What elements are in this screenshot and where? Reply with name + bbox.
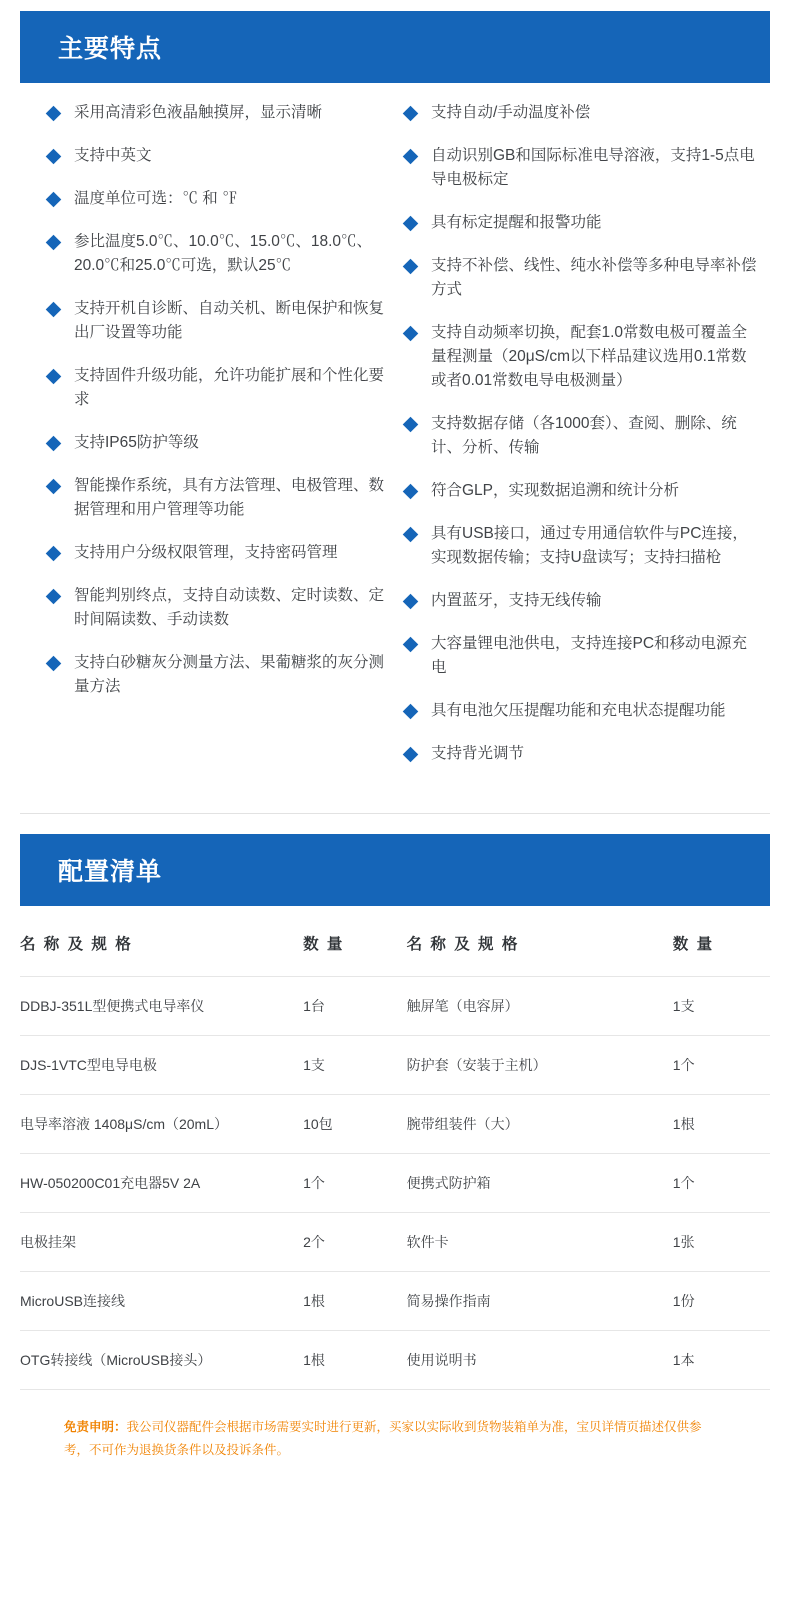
cell-name-1: DJS-1VTC型电导电极 [20,1036,303,1095]
config-table [20,906,770,1390]
diamond-bullet-icon [46,589,62,605]
config-section-title: 配置清单 [20,834,770,906]
feature-text: 支持开机自诊断、自动关机、断电保护和恢复出厂设置等功能 [74,300,385,342]
diamond-bullet-icon [46,479,62,495]
diamond-bullet-icon [46,149,62,165]
feature-text: 具有电池欠压提醒功能和充电状态提醒功能 [431,702,726,720]
cell-name-2: 便携式防护箱 [407,1154,673,1213]
cell-qty-2: 1张 [673,1213,770,1272]
cell-qty-1: 2个 [303,1213,407,1272]
section-gap [0,814,790,834]
cell-qty-1: 10包 [303,1095,407,1154]
bottom-spacer [0,1463,790,1497]
feature-text: 支持IP65防护等级 [74,434,199,452]
cell-qty-2: 1根 [673,1095,770,1154]
diamond-bullet-icon [403,747,419,763]
feature-text: 支持背光调节 [431,745,525,763]
feature-text: 支持用户分级权限管理，支持密码管理 [74,544,338,562]
feature-text: 支持自动/手动温度补偿 [431,104,591,121]
list-item [405,412,760,460]
diamond-bullet-icon [46,106,62,122]
list-item [48,297,389,345]
feature-text: 内置蓝牙，支持无线传输 [431,592,602,610]
cell-qty-1: 1根 [303,1331,407,1390]
top-spacer [0,0,790,11]
cell-name-2: 触屏笔（电容屏） [407,977,673,1036]
list-item [48,230,389,278]
features-left-column [20,101,395,785]
cell-qty-2: 1个 [673,1036,770,1095]
diamond-bullet-icon [403,106,419,122]
feature-text: 支持数据存储（各1000套）、查阅、删除、统计、分析、传输 [431,415,737,457]
diamond-bullet-icon [46,656,62,672]
diamond-bullet-icon [46,192,62,208]
table-row [20,977,770,1036]
table-row [20,1095,770,1154]
table-row [20,1154,770,1213]
diamond-bullet-icon [46,436,62,452]
feature-text: 智能操作系统，具有方法管理、电极管理、数据管理和用户管理等功能 [74,477,385,519]
feature-text: 采用高清彩色液晶触摸屏，显示清晰 [74,104,323,121]
diamond-bullet-icon [46,369,62,385]
diamond-bullet-icon [46,302,62,318]
disclaimer-text: 我公司仪器配件会根据市场需要实时进行更新，买家以实际收到货物装箱单为准，宝贝详情页描述仅供参考，不可作为退换货条件以及投诉条件。 [64,1420,702,1458]
table-row [20,1036,770,1095]
disclaimer-block [20,1416,770,1462]
list-item [405,254,760,302]
features-section-title: 主要特点 [20,11,770,83]
cell-name-1: 电极挂架 [20,1213,303,1272]
column-header-name-2: 名 称 及 规 格 [406,936,520,954]
table-row [20,1331,770,1390]
list-item [405,589,760,613]
cell-name-1: OTG转接线（MicroUSB接头） [20,1331,303,1390]
feature-text: 大容量锂电池供电，支持连接PC和移动电源充电 [431,635,748,677]
diamond-bullet-icon [403,594,419,610]
list-item [48,541,389,565]
list-item [48,187,389,211]
list-item [48,101,389,125]
cell-name-2: 简易操作指南 [407,1272,673,1331]
diamond-bullet-icon [46,235,62,251]
feature-text: 支持中英文 [74,147,152,165]
diamond-bullet-icon [403,326,419,342]
feature-text: 符合GLP，实现数据追溯和统计分析 [431,482,680,500]
config-table-body [20,977,770,1390]
list-item [405,479,760,503]
table-header-row [20,906,770,977]
list-item [48,584,389,632]
column-header-name-1: 名 称 及 规 格 [20,936,133,954]
cell-qty-1: 1支 [303,1036,407,1095]
features-right-column [395,101,770,785]
diamond-bullet-icon [403,259,419,275]
list-item [405,211,760,235]
list-item [48,144,389,168]
list-item [405,522,760,570]
features-body [20,83,770,805]
cell-name-1: DDBJ-351L型便携式电导率仪 [20,977,303,1036]
cell-qty-2: 1个 [673,1154,770,1213]
feature-text: 具有USB接口，通过专用通信软件与PC连接，实现数据传输；支持U盘读写；支持扫描枪 [431,525,748,567]
cell-qty-1: 1台 [303,977,407,1036]
diamond-bullet-icon [403,484,419,500]
feature-text: 支持白砂糖灰分测量方法、果葡糖浆的灰分测量方法 [74,654,385,696]
cell-qty-2: 1份 [673,1272,770,1331]
list-item [405,699,760,723]
cell-name-2: 防护套（安装于主机） [407,1036,673,1095]
cell-name-1: 电导率溶液 1408μS/cm（20mL） [20,1095,303,1154]
cell-name-1: MicroUSB连接线 [20,1272,303,1331]
config-table-head [20,906,770,977]
list-item [405,101,760,125]
column-header-qty-1: 数 量 [303,936,345,954]
disclaimer-label: 免责申明： [64,1420,127,1435]
cell-name-1: HW-050200C01充电器5V 2A [20,1154,303,1213]
table-row [20,1272,770,1331]
feature-text: 具有标定提醒和报警功能 [431,214,602,232]
cell-qty-1: 1根 [303,1272,407,1331]
column-header-qty-2: 数 量 [672,936,715,954]
diamond-bullet-icon [403,527,419,543]
list-item [405,742,760,766]
cell-name-2: 软件卡 [407,1213,673,1272]
list-item [48,474,389,522]
feature-text: 支持自动频率切换，配套1.0常数电极可覆盖全量程测量（20μS/cm以下样品建议选用0.1常数或者0.01常数电导电极测量） [431,324,748,390]
cell-name-2: 腕带组装件（大） [407,1095,673,1154]
config-section [20,834,770,906]
list-item [405,632,760,680]
diamond-bullet-icon [403,704,419,720]
diamond-bullet-icon [403,149,419,165]
feature-text: 支持不补偿、线性、纯水补偿等多种电导率补偿方式 [431,257,757,299]
cell-qty-2: 1本 [673,1331,770,1390]
list-item [48,431,389,455]
diamond-bullet-icon [403,637,419,653]
list-item [405,144,760,192]
list-item [48,364,389,412]
diamond-bullet-icon [403,216,419,232]
feature-text: 智能判别终点，支持自动读数、定时读数、定时间隔读数、手动读数 [74,587,385,629]
cell-qty-1: 1个 [303,1154,407,1213]
feature-text: 支持固件升级功能，允许功能扩展和个性化要求 [74,367,385,409]
diamond-bullet-icon [46,546,62,562]
features-section [20,11,770,805]
list-item [48,651,389,699]
cell-name-2: 使用说明书 [407,1331,673,1390]
feature-text: 温度单位可选：℃ 和 ℉ [74,190,238,208]
diamond-bullet-icon [403,417,419,433]
table-row [20,1213,770,1272]
list-item [405,321,760,393]
feature-text: 自动识别GB和国际标准电导溶液，支持1-5点电导电极标定 [431,147,755,189]
feature-text: 参比温度5.0℃、10.0℃、15.0℃、18.0℃、20.0℃和25.0℃可选，默认25℃ [74,233,373,275]
cell-qty-2: 1支 [673,977,770,1036]
